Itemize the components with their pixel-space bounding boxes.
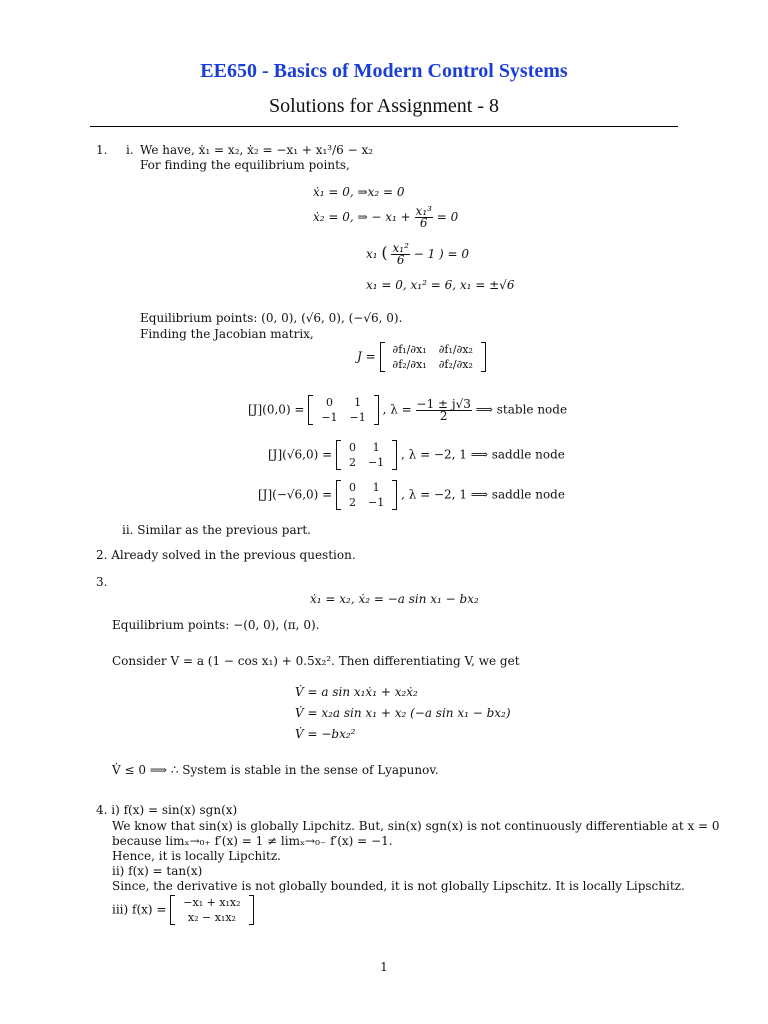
q4-matrix bbox=[170, 895, 253, 925]
q1-eq3-frac-den: 6 bbox=[396, 253, 405, 267]
q1-eq2-left: ẋ₂ = 0, ⇒ − x₁ + bbox=[313, 210, 411, 224]
q1-eq3-frac-num: x₁² bbox=[392, 241, 409, 255]
q3-system: ẋ₁ = x₂, ẋ₂ = −a sin x₁ − bx₂ bbox=[310, 592, 479, 606]
jacobian-matrix bbox=[380, 342, 486, 372]
q4-line1: 4. i) f(x) = sin(x) sgn(x) bbox=[96, 803, 238, 817]
q3-d3: V̇ = −bx₂² bbox=[295, 727, 356, 741]
q1-eq3-frac bbox=[391, 243, 409, 266]
q1-j00 bbox=[248, 395, 567, 425]
q1-j2-label: [J](−√6,0) = bbox=[258, 487, 333, 502]
q1-eq2-frac-num: x₁³ bbox=[415, 204, 432, 218]
q1-j1-label: [J](√6,0) = bbox=[268, 447, 333, 462]
jacobian-cell: ∂f₂/∂x₂ bbox=[438, 358, 473, 371]
matrix-cell: −1 bbox=[368, 496, 385, 509]
q1-eq-text: For finding the equilibrium points, bbox=[140, 158, 350, 172]
q4-line2: We know that sin(x) is globally Lipchitz. But, sin(x) sgn(x) is not continuously differentiable at x = 0 bbox=[112, 819, 720, 833]
q4-line7-label: iii) f(x) = bbox=[112, 902, 167, 917]
q1-j00-label: [J](0,0) = bbox=[248, 402, 305, 417]
q1-j1 bbox=[268, 440, 565, 470]
q1-number: 1. bbox=[96, 143, 108, 157]
q4-line3: because limₓ→₀₊ f′(x) = 1 ≠ limₓ→₀₋ f′(x) = −1. bbox=[112, 834, 393, 848]
jacobian-cell: ∂f₁/∂x₂ bbox=[438, 343, 473, 356]
q3-conclusion: V̇ ≤ 0 ⟹ ∴ System is stable in the sense of Lyapunov. bbox=[112, 763, 439, 777]
matrix-cell: 1 bbox=[354, 396, 362, 409]
q1-eq2-frac-den: 6 bbox=[419, 216, 428, 230]
q1-j1-result: , λ = −2, 1 ⟹ saddle node bbox=[401, 447, 565, 462]
q1-jacobian-text: Finding the Jacobian matrix, bbox=[140, 327, 314, 341]
q3-equilibrium: Equilibrium points: −(0, 0), (π, 0). bbox=[112, 618, 320, 632]
q1-intro: We have, ẋ₁ = x₂, ẋ₂ = −x₁ + x₁³/6 − x₂ bbox=[140, 143, 374, 157]
q1-eq2-right: = 0 bbox=[436, 210, 459, 224]
q1-j00-lambda-num: −1 ± j√3 bbox=[416, 396, 471, 411]
q1-eq2 bbox=[313, 206, 458, 229]
q1-j00-lambda-den: 2 bbox=[439, 408, 448, 423]
q1-eq3-right: − 1 ) = 0 bbox=[413, 247, 470, 261]
page-title: EE650 - Basics of Modern Control Systems bbox=[200, 60, 568, 82]
q1-eq3: x₁ ( $\frac{\text{x₁²}}{6}$ − 1 ) = 0 bbox=[366, 241, 470, 267]
q4-line6: Since, the derivative is not globally bounded, it is not globally Lipschitz. It is locally Lipschitz. bbox=[112, 879, 685, 893]
q1-j2-result: , λ = −2, 1 ⟹ saddle node bbox=[401, 487, 565, 502]
matrix-cell: 1 bbox=[372, 481, 380, 494]
q1-j00-lambda bbox=[416, 396, 472, 423]
page-subtitle: Solutions for Assignment - 8 bbox=[268, 95, 499, 117]
q1-equilibrium: Equilibrium points: (0, 0), (√6, 0), (−√6, 0). bbox=[140, 311, 403, 325]
matrix-cell: −1 bbox=[321, 411, 338, 424]
q1-part-ii: ii. Similar as the previous part. bbox=[122, 523, 311, 537]
q4-line4: Hence, it is locally Lipchitz. bbox=[112, 849, 281, 863]
j00-matrix bbox=[308, 395, 378, 425]
jacobian-cell: ∂f₂/∂x₁ bbox=[392, 358, 427, 371]
q4-line5: ii) f(x) = tan(x) bbox=[112, 864, 203, 878]
matrix-cell: 1 bbox=[372, 441, 380, 454]
q1-eq1: ẋ₁ = 0, ⇒x₂ = 0 bbox=[313, 185, 405, 199]
q3-d2: V̇ = x₂a sin x₁ + x₂ (−a sin x₁ − bx₂) bbox=[295, 706, 511, 720]
q1-j00-lambda-left: , λ = bbox=[382, 402, 412, 417]
j1-matrix bbox=[336, 440, 397, 470]
page-number: 1 bbox=[380, 960, 388, 974]
matrix-cell: 2 bbox=[349, 496, 357, 509]
matrix-cell: 0 bbox=[349, 481, 357, 494]
matrix-cell: 0 bbox=[325, 396, 333, 409]
q3-lyapunov: Consider V = a (1 − cos x₁) + 0.5x₂². Then differentiating V, we get bbox=[112, 654, 520, 668]
matrix-cell: 0 bbox=[348, 441, 356, 454]
matrix-cell: −1 bbox=[349, 411, 366, 424]
q1-j2 bbox=[258, 480, 565, 510]
matrix-cell: 2 bbox=[348, 456, 356, 469]
matrix-cell: −1 bbox=[367, 456, 385, 469]
j2-matrix bbox=[336, 480, 397, 510]
matrix-cell: −x₁ + x₁x₂ bbox=[183, 896, 241, 909]
q1-eq2-frac bbox=[415, 206, 433, 229]
q3-d1: V̇ = a sin x₁ẋ₁ + x₂ẋ₂ bbox=[295, 685, 418, 699]
q1-eq4: x₁ = 0, x₁² = 6, x₁ = ±√6 bbox=[366, 278, 515, 292]
matrix-cell: x₂ − x₁x₂ bbox=[187, 911, 236, 924]
q2-text: 2. Already solved in the previous question. bbox=[96, 548, 356, 562]
q1-j00-result: ⟹ stable node bbox=[475, 402, 568, 417]
q1-jacobian bbox=[357, 342, 486, 372]
q3-number: 3. bbox=[96, 575, 108, 589]
jacobian-cell: ∂f₁/∂x₁ bbox=[392, 343, 427, 356]
q1-jacobian-label: J = bbox=[357, 349, 376, 364]
title-rule bbox=[90, 126, 678, 127]
q4-line7 bbox=[112, 895, 254, 925]
q1-part-i-label: i. bbox=[126, 143, 134, 157]
q1-eq3-left: x₁ bbox=[366, 247, 378, 261]
